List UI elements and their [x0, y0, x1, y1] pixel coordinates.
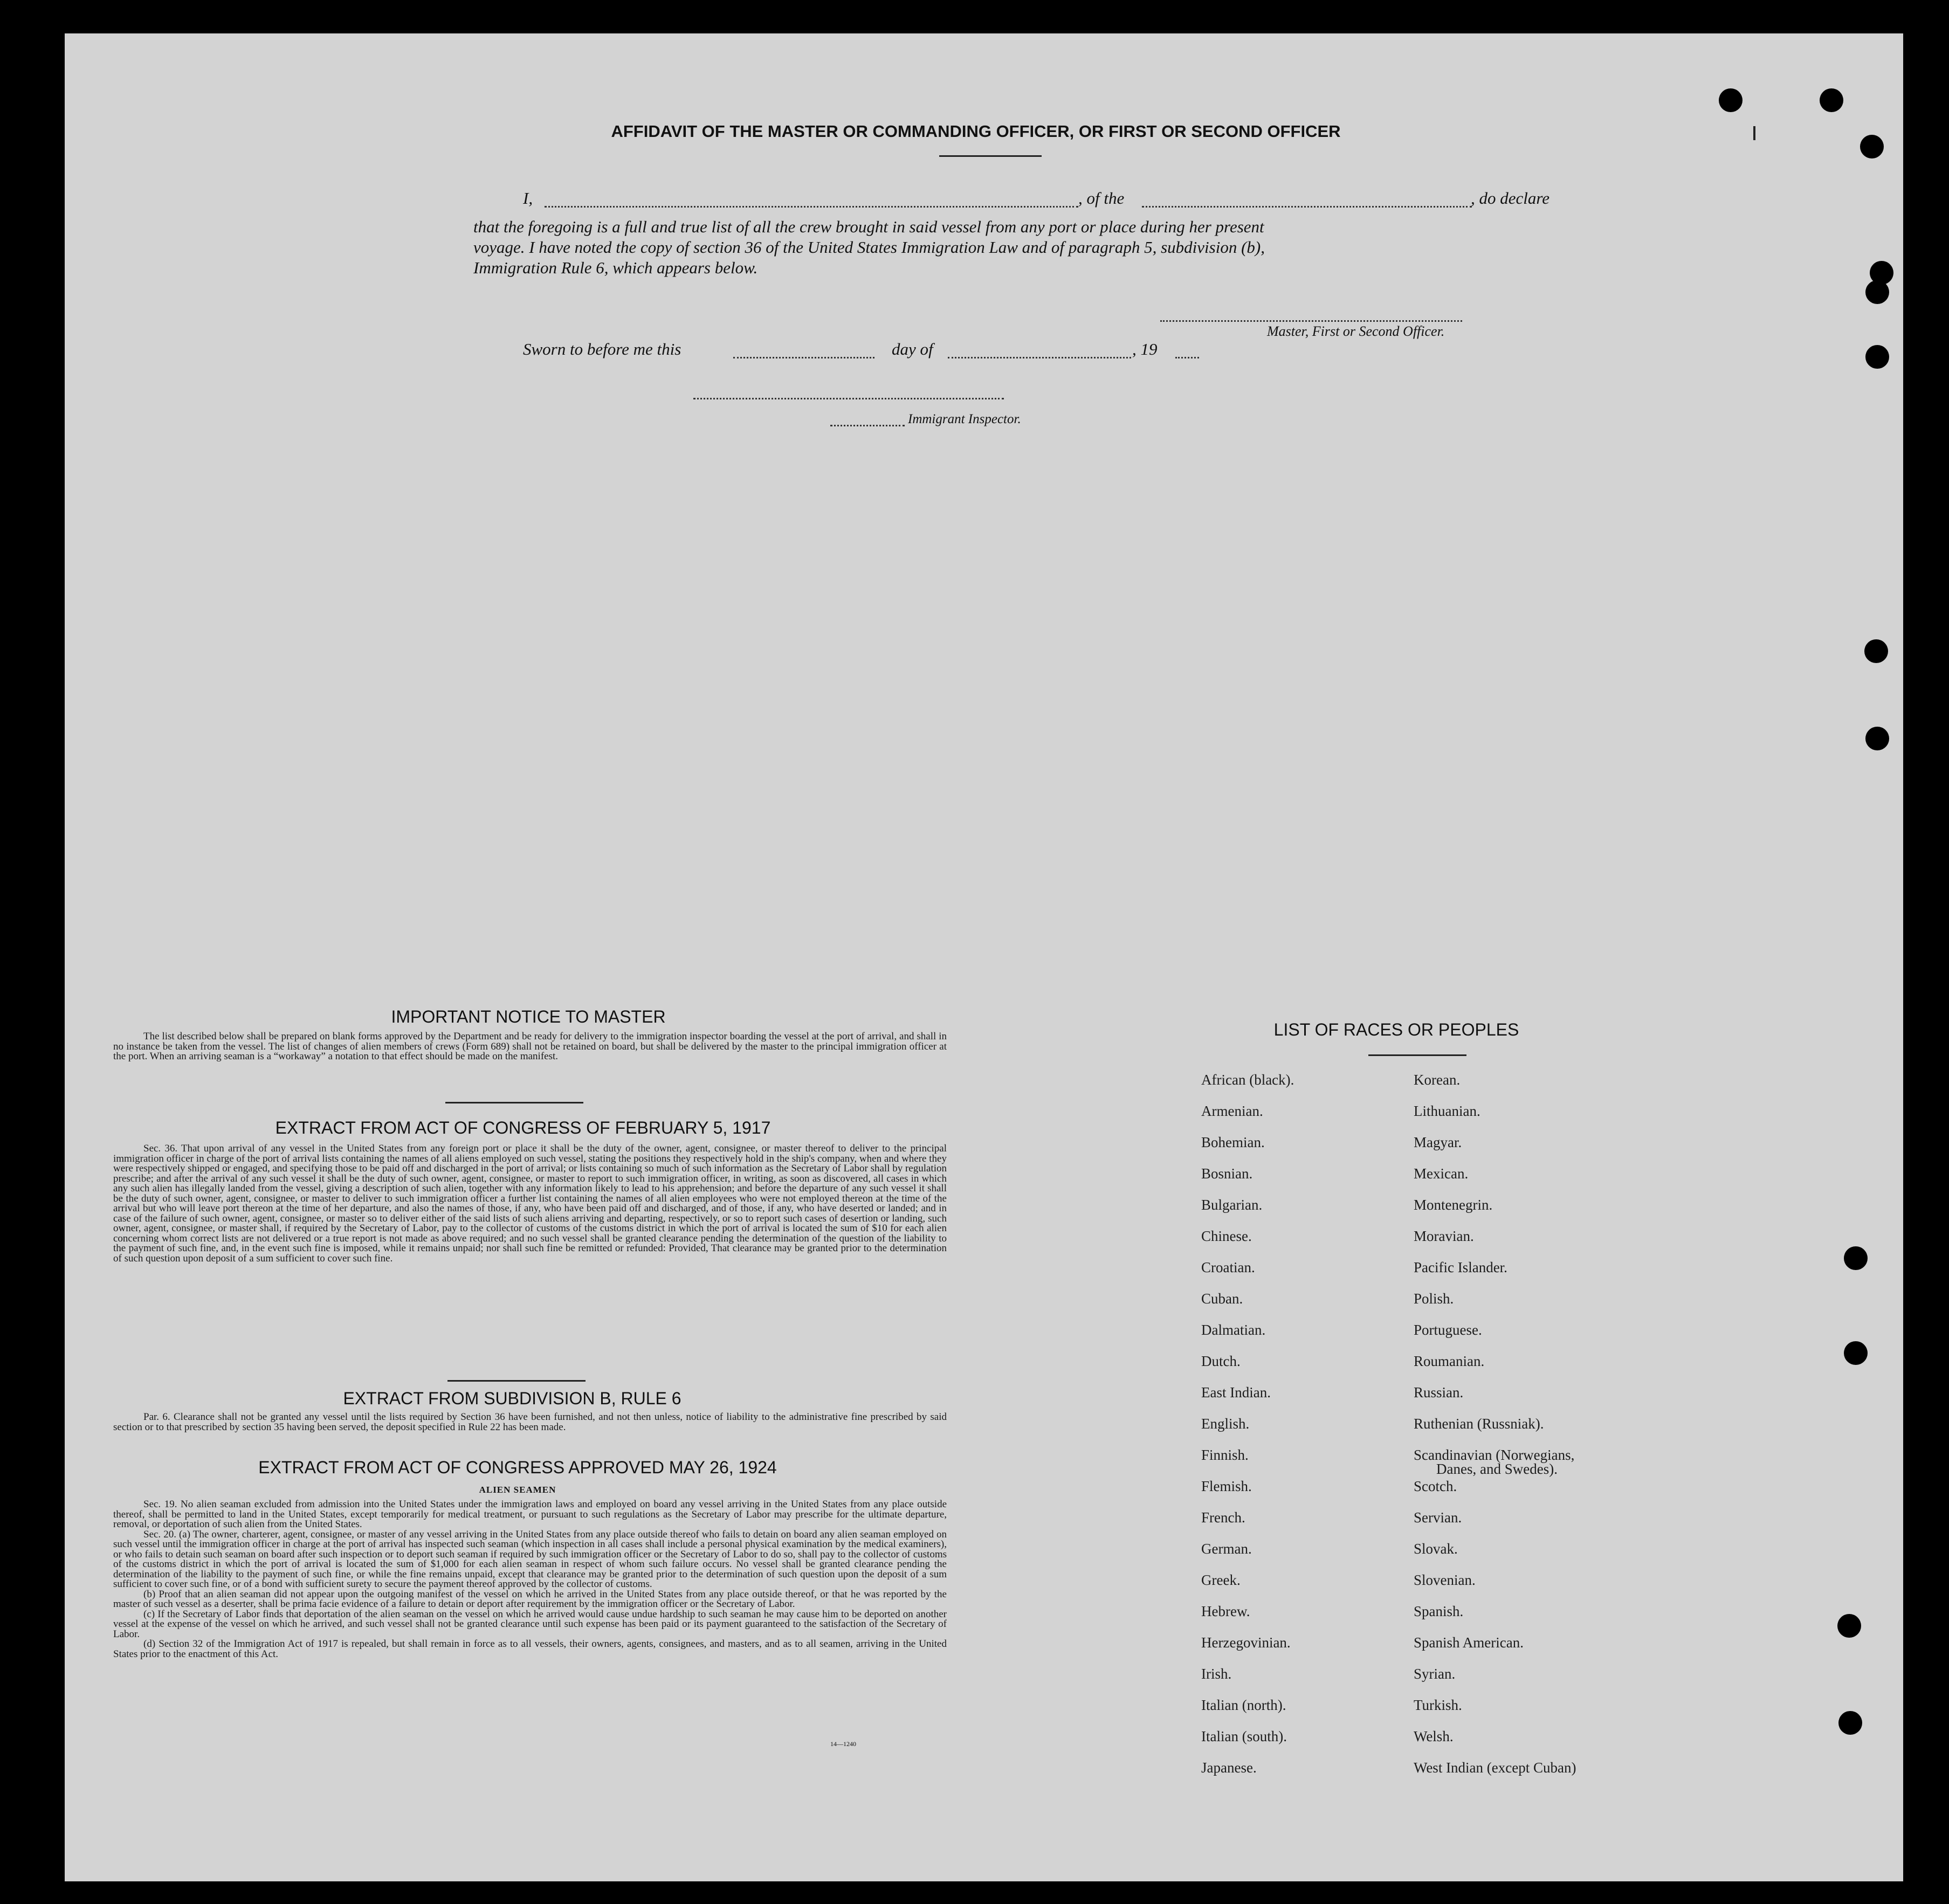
- race-item: Servian.: [1414, 1509, 1462, 1526]
- race-item: Moravian.: [1414, 1228, 1474, 1244]
- race-item: Roumanian.: [1414, 1353, 1485, 1369]
- section-rule: [445, 1102, 583, 1103]
- race-item: Bohemian.: [1201, 1134, 1265, 1150]
- race-item: Montenegrin.: [1414, 1197, 1493, 1213]
- extract-1917-title: EXTRACT FROM ACT OF CONGRESS OF FEBRUARY 5, 1917: [275, 1118, 771, 1137]
- inspector-prefix-field: [830, 425, 905, 426]
- race-item: Flemish.: [1201, 1478, 1252, 1494]
- race-item: Cuban.: [1201, 1291, 1243, 1307]
- punch-hole: [1844, 1246, 1868, 1270]
- subdivision-b-paragraph: Par. 6. Clearance shall not be granted any vessel until the lists required by Section 36 have been furnished, and not then unless, notice of liability to the administrative fine prescribed by said section or to that prescribed by section 35 having been served, the deposit specified in Rule 22 has been made.: [113, 1411, 947, 1433]
- race-item: African (black).: [1201, 1072, 1294, 1088]
- race-item: Chinese.: [1201, 1228, 1252, 1244]
- race-item: East Indian.: [1201, 1384, 1271, 1401]
- race-item: Hebrew.: [1201, 1603, 1250, 1619]
- race-item: Scandinavian (Norwegians,: [1414, 1447, 1575, 1463]
- race-item: German.: [1201, 1541, 1252, 1557]
- extract-1924-paragraph: Sec. 19. No alien seaman excluded from admission into the United States under the immigration laws and employed on board any vessel arriving in the United States from any place outside thereof, shall be permitted to land in the United States, except temporarily for medical treatment, or pursuant to such regulations as the Secretary of Labor may prescribe for the ultimate departure, removal, or deportation of such alien from the United States.: [113, 1499, 947, 1530]
- race-item: Italian (north).: [1201, 1697, 1286, 1713]
- affidavit-body-line: Immigration Rule 6, which appears below.: [473, 258, 758, 277]
- race-item: Greek.: [1201, 1572, 1241, 1588]
- race-item: Japanese.: [1201, 1760, 1257, 1776]
- race-item: French.: [1201, 1509, 1245, 1526]
- declarant-i: I,: [523, 189, 533, 208]
- punch-hole: [1844, 1341, 1868, 1365]
- race-item: Spanish American.: [1414, 1634, 1524, 1651]
- punch-hole: [1838, 1711, 1862, 1735]
- race-item: West Indian (except Cuban): [1414, 1760, 1576, 1776]
- declarant-line: [65, 189, 1903, 210]
- extract-1924-text: [113, 1500, 947, 1659]
- punch-hole: [1860, 135, 1884, 158]
- affidavit-body: [473, 217, 1573, 278]
- declarant-name-field[interactable]: [545, 206, 1078, 208]
- race-item-continuation: Danes, and Swedes).: [1436, 1461, 1558, 1477]
- subdivision-b-text: [113, 1412, 947, 1432]
- race-item: Lithuanian.: [1414, 1103, 1480, 1119]
- race-item: Welsh.: [1414, 1728, 1454, 1744]
- declare-label: , do declare: [1471, 189, 1550, 208]
- sworn-label: Sworn to before me this: [523, 340, 681, 358]
- race-item: Russian.: [1414, 1384, 1464, 1401]
- sworn-year-field[interactable]: [1175, 357, 1199, 358]
- race-item: Syrian.: [1414, 1666, 1456, 1682]
- year-label: , 19: [1132, 340, 1158, 358]
- sworn-line: [65, 340, 1903, 361]
- race-item: Mexican.: [1414, 1165, 1469, 1182]
- race-item: Bulgarian.: [1201, 1197, 1263, 1213]
- race-item: Finnish.: [1201, 1447, 1249, 1463]
- race-item: Ruthenian (Russniak).: [1414, 1416, 1544, 1432]
- extract-1917-text: [113, 1144, 947, 1264]
- races-title: LIST OF RACES OR PEOPLES: [1273, 1020, 1519, 1039]
- race-item: Italian (south).: [1201, 1728, 1287, 1744]
- notice-title: IMPORTANT NOTICE TO MASTER: [391, 1007, 666, 1026]
- punch-hole: [1820, 88, 1843, 112]
- of-the-label: , of the: [1078, 189, 1125, 208]
- extract-1924-paragraph: (b) Proof that an alien seaman did not appear upon the outgoing manifest of the vessel on which he arrived in the United States from any place outside thereof, or that he was reported by the master of such vessel as a deserter, shall be prima facie evidence of a failure to detain or deport after requirement by the immigration officer or the Secretary of Labor.: [113, 1588, 947, 1610]
- vessel-name-field[interactable]: [1142, 206, 1472, 208]
- extract-1924-paragraph: (c) If the Secretary of Labor finds that deportation of the alien seaman on the vessel on which he arrived would cause undue hardship to such seaman he may cause him to be deported on another vessel at the expense of the vessel on which he arrived, and such vessel shall not be granted clearance until such expense has been paid or its payment guaranteed to the satisfaction of the Secretary of Labor.: [113, 1608, 947, 1640]
- affidavit-body-line: voyage. I have noted the copy of section 36 of the United States Immigration Law and of paragraph 5, subdivision (b),: [473, 238, 1265, 257]
- extract-1917-paragraph: Sec. 36. That upon arrival of any vessel in the United States from any foreign port or place it shall be the duty of the owner, agent, consignee, or master thereof to deliver to the principal immigration officer in charge of the port of arrival lists containing the names of all aliens employed on such vessel, stating the positions they respectively hold in the ship's company, when and where they were respectively shipped or engaged, and specifying those to be paid off and discharged in the port of arrival; or lists containing so much of such information as the Secretary of Labor shall by regulation prescribe; and after the arrival of any such vessel it shall be the duty of such owner, agent, consignee, or master to report to such immigration officer, in writing, as soon as discovered, all cases in which any such alien has illegally landed from the vessel, giving a description of such alien, together with any information likely to lead to his apprehension; and before the departure of any such vessel it shall be the duty of such owner, agent, consignee, or master to deliver to such immigration officer a further list containing the names of all alien employees who were not employed thereon at the time of the arrival but who will leave port thereon at the time of her departure, and also the names of those, if any, who have been paid off and discharged, and of those, if any, who have deserted or landed; and in case of the failure of such owner, agent, consignee, or master so to deliver either of the said lists of such aliens arriving and departing, respectively, or so to report such cases of desertion or landing, such owner, agent, consignee, or master shall, if required by the Secretary of Labor, pay to the collector of customs of the customs district in which the port of arrival is located the sum of $10 for each alien concerning whom correct lists are not delivered or a true report is not made as above required; and no such vessel shall be granted clearance pending the determination of the question of the liability to the payment of such fine, and, in the event such fine is imposed, while it remains unpaid; nor shall such fine be remitted or refunded: Provided, That clearance may be granted prior to the determination of such question upon deposit of a sum sufficient to cover such fine.: [113, 1143, 947, 1264]
- section-rule: [447, 1380, 586, 1382]
- punch-hole: [1865, 727, 1889, 750]
- punch-hole: [1864, 639, 1888, 663]
- inspector-signature-field[interactable]: [693, 398, 1004, 399]
- race-item: Scotch.: [1414, 1478, 1457, 1494]
- race-item: Slovak.: [1414, 1541, 1458, 1557]
- affidavit-title: AFFIDAVIT OF THE MASTER OR COMMANDING OFFICER, OR FIRST OR SECOND OFFICER: [611, 122, 1341, 141]
- race-item: Turkish.: [1414, 1697, 1462, 1713]
- extract-1924-paragraph: Sec. 20. (a) The owner, charterer, agent, consignee, or master of any vessel arriving in the United States from any place outside thereof who fails to detain on board any alien seaman employed on such vessel until the immigration officer in charge at the port of arrival has inspected such seaman (which inspection in all cases shall include a personal physical examination by the medical examiners), or who fails to detain such seaman on board after such inspection or to deport such seaman if required by such immigration officer or the Secretary of Labor to do so, shall pay to the collector of customs of the customs district in which the port of arrival is located the sum of $1,000 for each alien seaman in respect of whom such failure occurs. No vessel shall be granted clearance pending the determination of the liability to the payment of such fine, or while the fine remains unpaid, except that clearance may be granted prior to the determination of such question upon the deposit of a sum sufficient to cover such fine, or of a bond with sufficient surety to secure the payment thereof approved by the collector of customs.: [113, 1528, 947, 1590]
- race-item: English.: [1201, 1416, 1250, 1432]
- race-item: Korean.: [1414, 1072, 1461, 1088]
- form-number: 14—1240: [830, 1740, 856, 1748]
- inspector-caption: Immigrant Inspector.: [908, 412, 1021, 426]
- master-signature-caption: Master, First or Second Officer.: [1267, 323, 1445, 339]
- day-of-label: day of: [892, 340, 933, 358]
- notice-text: [113, 1032, 947, 1062]
- extract-1924-paragraph: (d) Section 32 of the Immigration Act of 1917 is repealed, but shall remain in force as to all vessels, their owners, agents, consignees, and masters, and as to all seamen, arriving in the United States prior to the enactment of this Act.: [113, 1638, 947, 1660]
- punch-hole: [1865, 280, 1889, 304]
- alien-seamen-subtitle: ALIEN SEAMEN: [479, 1485, 556, 1495]
- master-signature-field[interactable]: [1160, 320, 1462, 322]
- affidavit-body-line: that the foregoing is a full and true list of all the crew brought in said vessel from any port or place during her present: [473, 217, 1264, 236]
- title-rule: [939, 155, 1042, 157]
- document-page: [65, 33, 1903, 1881]
- race-item: Pacific Islander.: [1414, 1259, 1507, 1275]
- race-item: Herzegovinian.: [1201, 1634, 1291, 1651]
- margin-tick-mark: [1753, 126, 1755, 140]
- punch-hole: [1837, 1614, 1861, 1638]
- sworn-day-field[interactable]: [733, 357, 874, 358]
- race-item: Armenian.: [1201, 1103, 1263, 1119]
- punch-hole: [1719, 88, 1743, 112]
- race-item: Magyar.: [1414, 1134, 1462, 1150]
- subdivision-b-title: EXTRACT FROM SUBDIVISION B, RULE 6: [343, 1389, 681, 1408]
- race-item: Croatian.: [1201, 1259, 1255, 1275]
- extract-1924-title: EXTRACT FROM ACT OF CONGRESS APPROVED MAY 26, 1924: [258, 1458, 777, 1477]
- sworn-month-field[interactable]: [948, 357, 1131, 358]
- race-item: Polish.: [1414, 1291, 1454, 1307]
- race-item: Portuguese.: [1414, 1322, 1482, 1338]
- race-item: Bosnian.: [1201, 1165, 1253, 1182]
- races-rule: [1368, 1054, 1466, 1056]
- race-item: Dutch.: [1201, 1353, 1241, 1369]
- race-item: Dalmatian.: [1201, 1322, 1266, 1338]
- notice-paragraph: The list described below shall be prepared on blank forms approved by the Department and be ready for delivery to the immigration inspector boarding the vessel at the port of arrival, and shall in no instance be taken from the vessel. The list of changes of alien members of crews (Form 689) shall not be retained on board, but shall be delivered by the master to the principal immigration officer at the port. When an arriving seaman is a “workaway” a notation to that effect should be made on the manifest.: [113, 1031, 947, 1062]
- race-item: Spanish.: [1414, 1603, 1464, 1619]
- race-item: Irish.: [1201, 1666, 1232, 1682]
- race-item: Slovenian.: [1414, 1572, 1476, 1588]
